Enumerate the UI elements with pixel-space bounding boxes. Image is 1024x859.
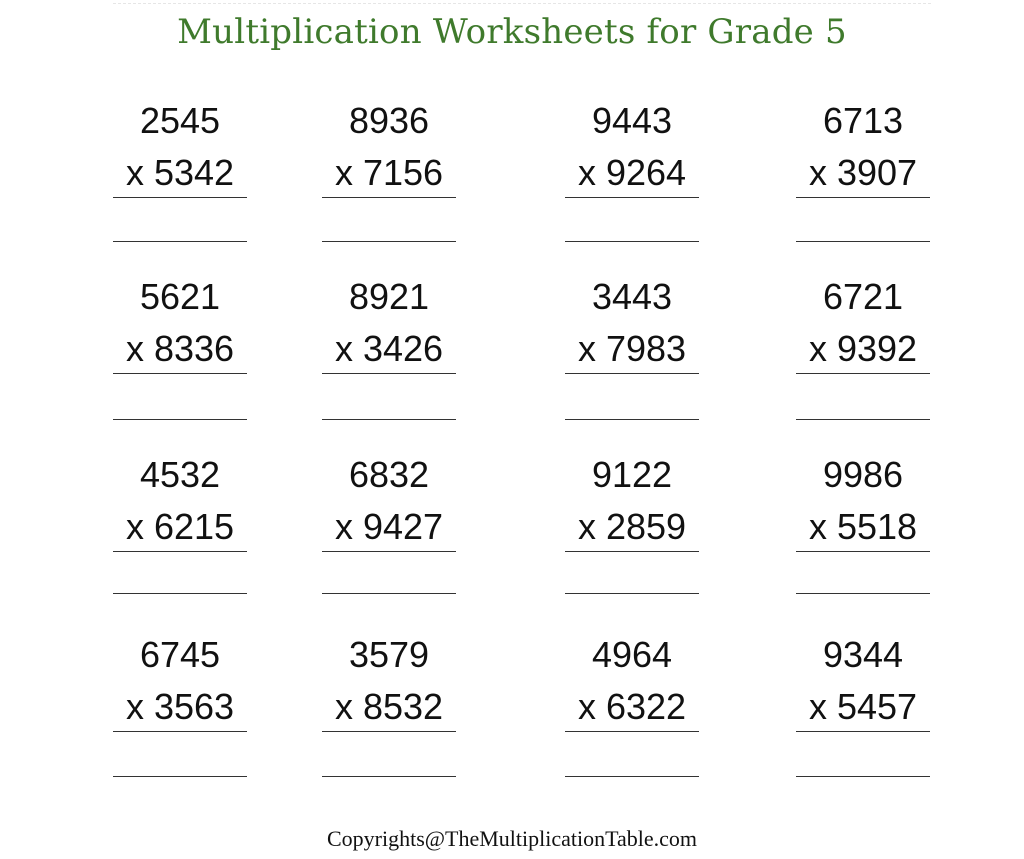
multiplicand: 8936 [348, 100, 430, 141]
multiplicand: 9122 [591, 454, 673, 495]
problem-card [565, 101, 699, 271]
problem-card [796, 101, 930, 271]
problem-card [322, 277, 456, 447]
problem-card [113, 635, 247, 805]
answer-line [322, 419, 456, 420]
product-line [113, 731, 247, 732]
multiplier: x 3907 [808, 152, 918, 193]
product-line [113, 551, 247, 552]
multiplicand: 8921 [348, 276, 430, 317]
multiplicand: 6832 [348, 454, 430, 495]
product-line [565, 197, 699, 198]
multiplicand: 3579 [348, 634, 430, 675]
multiplicand: 4964 [591, 634, 673, 675]
multiplicand: 9344 [822, 634, 904, 675]
product-line [113, 373, 247, 374]
problem-card [565, 635, 699, 805]
product-line [322, 551, 456, 552]
answer-line [565, 593, 699, 594]
multiplier: x 6322 [577, 686, 687, 727]
multiplicand: 6713 [822, 100, 904, 141]
product-line [565, 551, 699, 552]
multiplier: x 9264 [577, 152, 687, 193]
answer-line [113, 419, 247, 420]
copyright-footer: Copyrights@TheMultiplicationTable.com [326, 826, 698, 851]
answer-line [322, 593, 456, 594]
multiplicand: 2545 [139, 100, 221, 141]
answer-line [565, 241, 699, 242]
top-faint-rule [113, 3, 931, 4]
multiplier: x 2859 [577, 506, 687, 547]
answer-line [322, 776, 456, 777]
product-line [796, 197, 930, 198]
product-line [796, 373, 930, 374]
product-line [322, 197, 456, 198]
product-line [113, 197, 247, 198]
answer-line [113, 776, 247, 777]
product-line [322, 373, 456, 374]
multiplier: x 5457 [808, 686, 918, 727]
problem-card [322, 455, 456, 625]
multiplier: x 6215 [125, 506, 235, 547]
multiplier: x 7983 [577, 328, 687, 369]
problem-card [113, 455, 247, 625]
problem-card [113, 277, 247, 447]
answer-line [796, 241, 930, 242]
answer-line [322, 241, 456, 242]
multiplicand: 6721 [822, 276, 904, 317]
problem-card [796, 455, 930, 625]
problem-card [565, 455, 699, 625]
answer-line [796, 776, 930, 777]
product-line [796, 731, 930, 732]
multiplier: x 3563 [125, 686, 235, 727]
answer-line [565, 776, 699, 777]
answer-line [565, 419, 699, 420]
multiplier: x 9392 [808, 328, 918, 369]
multiplicand: 6745 [139, 634, 221, 675]
answer-line [796, 419, 930, 420]
multiplicand: 5621 [139, 276, 221, 317]
problem-card [796, 635, 930, 805]
multiplier: x 3426 [334, 328, 444, 369]
multiplicand: 3443 [591, 276, 673, 317]
multiplicand: 4532 [139, 454, 221, 495]
problem-card [322, 635, 456, 805]
multiplier: x 7156 [334, 152, 444, 193]
problem-card [113, 101, 247, 271]
product-line [796, 551, 930, 552]
problem-card [322, 101, 456, 271]
multiplier: x 5518 [808, 506, 918, 547]
multiplier: x 5342 [125, 152, 235, 193]
multiplier: x 8532 [334, 686, 444, 727]
answer-line [796, 593, 930, 594]
multiplier: x 8336 [125, 328, 235, 369]
product-line [322, 731, 456, 732]
answer-line [113, 241, 247, 242]
multiplicand: 9443 [591, 100, 673, 141]
answer-line [113, 593, 247, 594]
multiplicand: 9986 [822, 454, 904, 495]
problem-card [565, 277, 699, 447]
multiplier: x 9427 [334, 506, 444, 547]
worksheet-title: Multiplication Worksheets for Grade 5 [177, 12, 847, 52]
product-line [565, 373, 699, 374]
product-line [565, 731, 699, 732]
problem-card [796, 277, 930, 447]
